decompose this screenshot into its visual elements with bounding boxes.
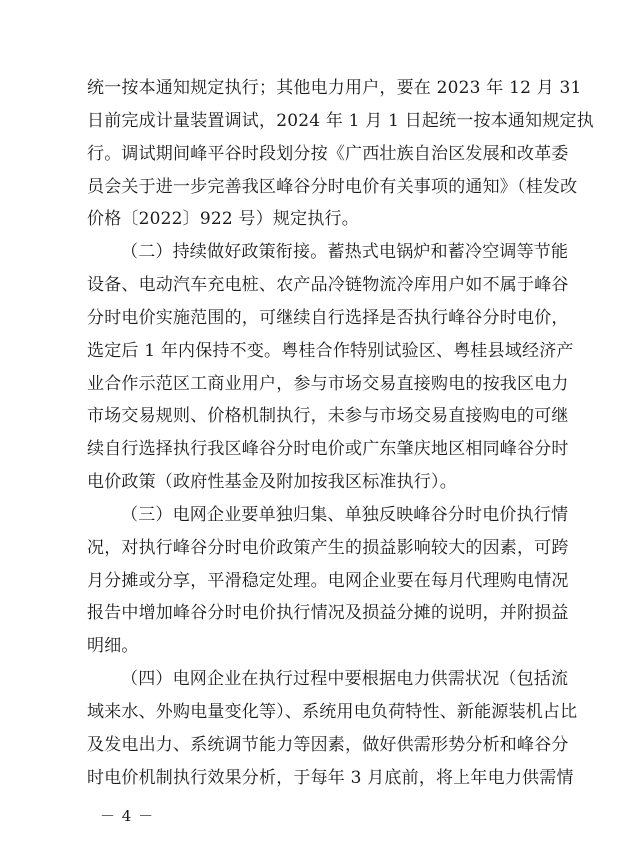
text-line-21: 及发电出力、系统调节能力等因素，做好供需形势分析和峰谷分 — [87, 735, 569, 755]
text-line-7: 设备、电动汽车充电桩、农产品冷链物流冷库用户如不属于峰谷 — [87, 275, 569, 295]
text-line-17: 报告中增加峰谷分时电价执行情况及损益分摊的说明，并附损益 — [87, 603, 569, 623]
text-line-13: 电价政策（政府性基金及附加按我区标准执行）。 — [87, 472, 457, 492]
text-line-4: 员会关于进一步完善我区峰谷分时电价有关事项的通知》（桂发改 — [87, 177, 578, 197]
text-line-20: 域来水、外购电量变化等）、系统用电负荷特性、新能源装机占比 — [87, 702, 578, 722]
text-line-22: 时电价机制执行效果分析，于每年 3 月底前，将上年电力供需情 — [87, 768, 574, 788]
paragraph-4-heading-line: （四）电网企业在执行过程中要根据电力供需状况（包括流 — [121, 669, 569, 689]
paragraph-2-heading-line: （二）持续做好政策衔接。蓄热式电锅炉和蓄冷空调等节能 — [121, 242, 569, 262]
text-line-16: 月分摊或分享，平滑稳定处理。电网企业要在每月代理购电情况 — [87, 571, 569, 591]
text-line-8: 分时电价实施范围的，可继续自行选择是否执行峰谷分时电价， — [87, 308, 569, 328]
text-line-3: 行。调试期间峰平谷时段划分按《广西壮族自治区发展和改革委 — [87, 144, 569, 164]
text-line-5: 价格〔2022〕922 号）规定执行。 — [87, 209, 359, 229]
text-line-2: 日前完成计量装置调试，2024 年 1 月 1 日起统一按本通知规定执 — [87, 111, 594, 131]
paragraph-3-heading-line: （三）电网企业要单独归集、单独反映峰谷分时电价执行情 — [121, 505, 569, 525]
text-line-15: 况，对执行峰谷分时电价政策产生的损益影响较大的因素，可跨 — [87, 538, 569, 558]
text-line-11: 市场交易规则、价格机制执行，未参与市场交易直接购电的可继 — [87, 406, 569, 426]
text-line-1: 统一按本通知规定执行；其他电力用户，要在 2023 年 12 月 31 — [87, 78, 582, 98]
text-line-9: 选定后 1 年内保持不变。粤桂合作特别试验区、粤桂县域经济产 — [87, 341, 574, 361]
page-number: － 4 － — [100, 807, 155, 825]
text-line-12: 续自行选择执行我区峰谷分时电价或广东肇庆地区相同峰谷分时 — [87, 439, 569, 459]
text-line-18: 明细。 — [87, 636, 139, 656]
text-line-10: 业合作示范区工商业用户，参与市场交易直接购电的按我区电力 — [87, 374, 569, 394]
